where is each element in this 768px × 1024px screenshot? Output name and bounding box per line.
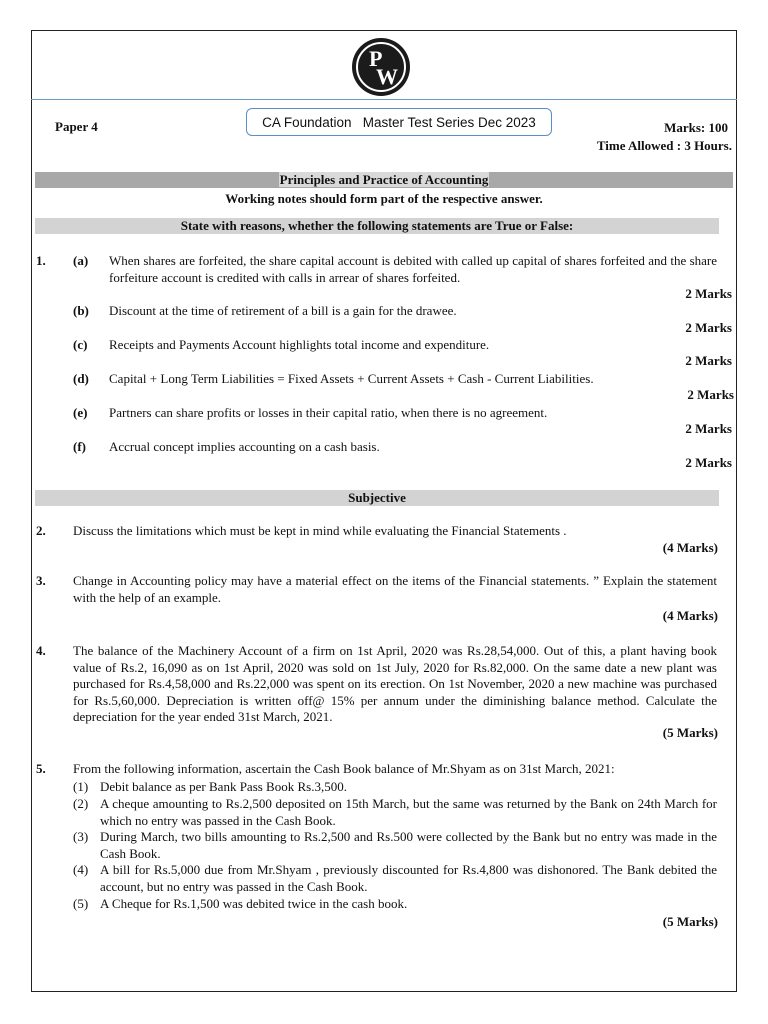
q1b-marks: 2 Marks [685, 320, 732, 335]
q1f-marks: 2 Marks [685, 455, 732, 470]
list-item-number: (1) [73, 779, 89, 794]
subject-title: Principles and Practice of Accounting [279, 172, 489, 187]
pw-logo-ring [356, 42, 406, 92]
exam-title-gap [351, 115, 362, 130]
q1e-marks: 2 Marks [685, 421, 732, 436]
q2-marks: (4 Marks) [662, 540, 718, 555]
q5-text: From the following information, ascertain the Cash Book balance of Mr.Shyam as on 31st March, 2021: [73, 761, 615, 776]
q1-number: 1. [36, 253, 46, 268]
q1f-text: Accrual concept implies accounting on a cash basis. [109, 439, 380, 454]
list-item-text: A cheque amounting to Rs.2,500 deposited on 15th March, but the same was returned by the Bank on 24th March for which no entry was passed in the Cash Book. [100, 796, 717, 828]
q1c-text: Receipts and Payments Account highlights total income and expenditure. [109, 337, 490, 352]
logo-letter-w: W [376, 64, 398, 89]
q1a-label: (a) [73, 253, 89, 268]
q4-text: The balance of the Machinery Account of a firm on 1st April, 2020 was Rs.28,54,000. Out of this, a plant having book value of Rs.2, 16,090 as on 1st April, 2020 was sold on 1st July, 2020 for Rs.82,000. On the same date a new plant was purchased for Rs.4,58,000 and Rs.22,000 was spent on its erection. On 1st November, 2020 a new machine was purchased for Rs.5,60,000. Depreciation is written off@ 15% per annum under the diminishing balance method. Calculate the depreciation for the year ended 31st March, 2021. [73, 643, 717, 724]
logo-letter-p: P [369, 46, 383, 71]
q3-marks: (4 Marks) [662, 608, 718, 623]
q1e-label: (e) [73, 405, 88, 420]
list-item [73, 796, 717, 830]
q5-number: 5. [36, 761, 46, 776]
time-allowed: Time Allowed : 3 Hours. [596, 138, 732, 153]
subject-band [35, 172, 733, 188]
q1a-text: When shares are forfeited, the share capital account is debited with called up capital of shares forfeited and the share forfeiture account is credited with calls in arrear of shares forfeited. [109, 253, 717, 285]
q1c-label: (c) [73, 337, 88, 352]
q2-number: 2. [36, 523, 46, 538]
paper-number: Paper 4 [55, 119, 98, 134]
list-item-number: (2) [73, 796, 89, 811]
exam-title-box [246, 108, 552, 136]
q1d-marks: 2 Marks [687, 387, 734, 402]
working-notes-instruction: Working notes should form part of the respective answer. [225, 191, 543, 206]
total-marks: Marks: 100 [664, 120, 728, 135]
q3-number: 3. [36, 573, 46, 588]
list-item [73, 829, 717, 863]
q1c-marks: 2 Marks [685, 353, 732, 368]
list-item-text: Debit balance as per Bank Pass Book Rs.3,500. [100, 779, 347, 794]
list-item-text: During March, two bills amounting to Rs.2,500 and Rs.500 were collected by the Bank but no entry was made in the Cash Book. [100, 829, 717, 861]
section1-heading: State with reasons, whether the following statements are True or False: [35, 218, 719, 234]
list-item-number: (5) [73, 896, 89, 911]
q1b-text: Discount at the time of retirement of a bill is a gain for the drawee. [109, 303, 457, 318]
q4-marks: (5 Marks) [662, 725, 718, 740]
list-item [73, 896, 717, 914]
exam-title-right: Master Test Series Dec 2023 [362, 114, 536, 130]
q2-text: Discuss the limitations which must be kept in mind while evaluating the Financial Statements . [73, 523, 567, 538]
q4-number: 4. [36, 643, 46, 658]
list-item-number: (4) [73, 862, 89, 877]
q1f-label: (f) [73, 439, 86, 454]
list-item-text: A Cheque for Rs.1,500 was debited twice in the cash book. [100, 896, 408, 911]
pw-logo [352, 38, 410, 96]
q3-text: Change in Accounting policy may have a material effect on the items of the Financial statements. ” Explain the statement with the help of an example. [73, 573, 717, 605]
q1e-text: Partners can share profits or losses in their capital ratio, when there is no agreement. [109, 405, 548, 420]
list-item-text: A bill for Rs.5,000 due from Mr.Shyam , previously discounted for Rs.4,800 was dishonored. The Bank debited the account, but no entry was passed in the Cash Book. [100, 862, 717, 894]
exam-title-left: CA Foundation [262, 114, 352, 130]
q1d-label: (d) [73, 371, 89, 386]
section2-heading: Subjective [35, 490, 719, 506]
q1a-marks: 2 Marks [685, 286, 732, 301]
list-item-number: (3) [73, 829, 89, 844]
list-item [73, 862, 717, 896]
q1d-text: Capital + Long Term Liabilities = Fixed Assets + Current Assets + Cash - Current Liabilities. [109, 371, 594, 386]
q5-marks: (5 Marks) [662, 914, 718, 929]
q1b-label: (b) [73, 303, 89, 318]
header-divider [31, 99, 737, 100]
list-item [73, 779, 717, 797]
